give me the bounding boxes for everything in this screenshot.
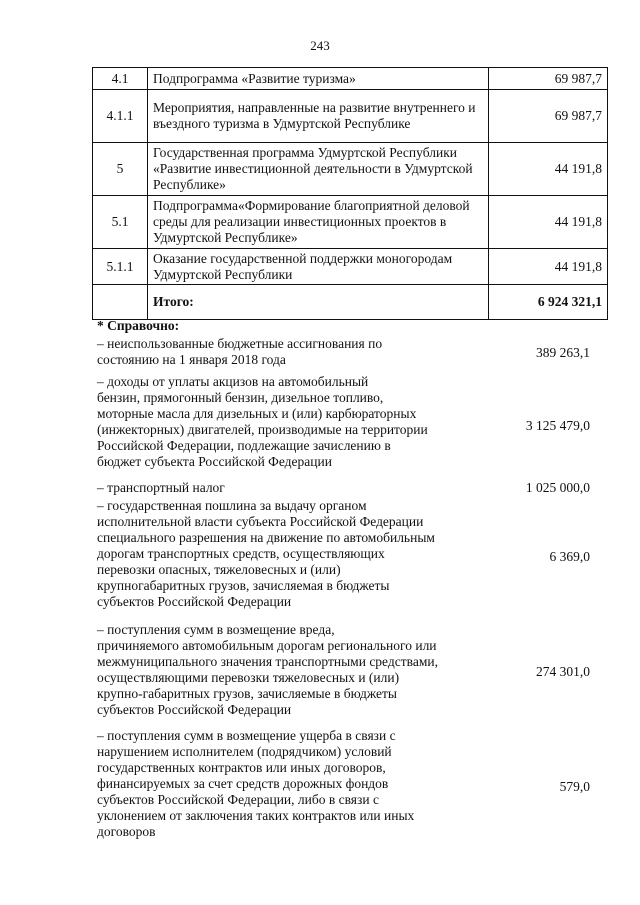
budget-table xyxy=(92,67,608,320)
row-name: Подпрограмма«Формирование благоприятной деловой среды для реализации инвестиционных проектов в Удмуртской Республике» xyxy=(148,196,489,249)
row-code: 4.1 xyxy=(93,68,148,90)
reference-item xyxy=(97,374,608,470)
reference-title: * Справочно: xyxy=(97,318,180,333)
reference-item-text: – государственная пошлина за выдачу органом исполнительной власти субъекта Российской Федерации специального разрешения на движение по автомобильным дорогам транспортных средств, осуществляющих перевозки опасных, тяжеловесных и (или) крупногабаритных грузов, зачисляемая в бюджеты субъектов Российской Федерации xyxy=(97,498,435,609)
row-name: Государственная программа Удмуртской Республики «Развитие инвестиционной деятельности в Удмуртской Республике» xyxy=(148,143,489,196)
table-row xyxy=(93,249,608,285)
table-row xyxy=(93,68,608,90)
reference-item-amount: 3 125 479,0 xyxy=(525,418,590,433)
reference-item xyxy=(97,622,608,718)
reference-item xyxy=(97,498,608,610)
row-amount: 69 987,7 xyxy=(489,90,608,143)
row-name: Мероприятия, направленные на развитие внутреннего и въездного туризма в Удмуртской Республике xyxy=(148,90,489,143)
total-code-cell xyxy=(93,285,148,320)
row-code: 5.1.1 xyxy=(93,249,148,285)
reference-item xyxy=(97,480,608,496)
reference-item-text: – неиспользованные бюджетные ассигнования по состоянию на 1 января 2018 года xyxy=(97,336,383,367)
reference-item-text: – поступления сумм в возмещение вреда, причиняемого автомобильным дорогам регионального или межмуниципального значения транспортными средствами, осуществляющими перевозки тяжеловесных и (или) крупно-габаритных грузов, зачисляемые в бюджеты субъектов Российской Федерации xyxy=(97,622,438,717)
row-amount: 44 191,8 xyxy=(489,143,608,196)
row-code: 4.1.1 xyxy=(93,90,148,143)
row-code: 5.1 xyxy=(93,196,148,249)
row-amount: 44 191,8 xyxy=(489,249,608,285)
row-code: 5 xyxy=(93,143,148,196)
reference-item-text: – транспортный налог xyxy=(97,480,225,495)
reference-item-text: – доходы от уплаты акцизов на автомобильный бензин, прямогонный бензин, дизельное топливо, моторные масла для дизельных и (или) карбюраторных (инжекторных) двигателей, производимые на территории Российской Федерации, подлежащие зачислению в бюджет субъекта Российской Федерации xyxy=(97,374,428,469)
reference-item xyxy=(97,336,608,368)
table-row xyxy=(93,90,608,143)
row-amount: 44 191,8 xyxy=(489,196,608,249)
reference-item-amount: 389 263,1 xyxy=(536,345,590,360)
row-name: Подпрограмма «Развитие туризма» xyxy=(148,68,489,90)
reference-item-amount: 1 025 000,0 xyxy=(525,480,590,495)
reference-item-text: – поступления сумм в возмещение ущерба в связи с нарушением исполнителем (подрядчиком) условий государственных контрактов или иных договоров, финансируемых за счет средств дорожных фондов субъектов Российской Федерации, либо в связи с уклонением от заключения таких контрактов или иных договоров xyxy=(97,728,415,839)
page-number: 243 xyxy=(310,38,330,53)
table-row xyxy=(93,143,608,196)
total-label: Итого: xyxy=(148,285,489,320)
row-amount: 69 987,7 xyxy=(489,68,608,90)
reference-item xyxy=(97,728,608,840)
total-amount: 6 924 321,1 xyxy=(489,285,608,320)
reference-item-amount: 274 301,0 xyxy=(536,664,590,679)
reference-item-amount: 579,0 xyxy=(559,779,590,794)
row-name: Оказание государственной поддержки моногородам Удмуртской Республики xyxy=(148,249,489,285)
reference-item-amount: 6 369,0 xyxy=(549,549,590,564)
table-row xyxy=(93,196,608,249)
total-row xyxy=(93,285,608,320)
